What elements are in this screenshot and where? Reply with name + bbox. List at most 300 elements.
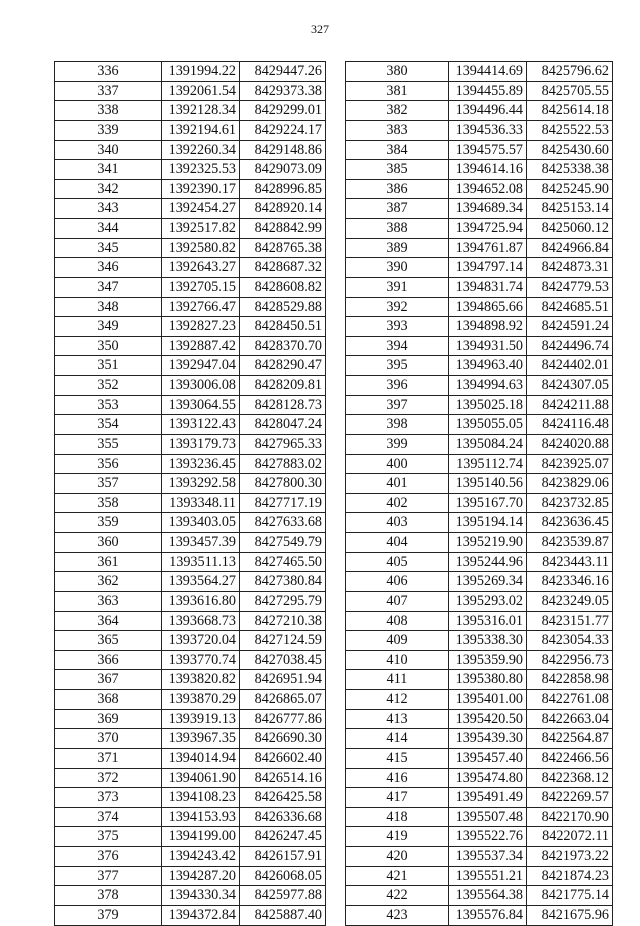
point-number-cell: 408 [346, 611, 449, 631]
x-coordinate-cell: 1394014.94 [162, 748, 240, 768]
point-number-cell: 413 [346, 709, 449, 729]
point-number-cell: 352 [55, 376, 162, 396]
x-coordinate-cell: 1393511.13 [162, 552, 240, 572]
x-coordinate-cell: 1393457.39 [162, 533, 240, 553]
point-number-cell: 341 [55, 160, 162, 180]
point-number-cell: 346 [55, 258, 162, 278]
x-coordinate-cell: 1394372.84 [162, 905, 240, 925]
y-coordinate-cell: 8423925.07 [527, 454, 613, 474]
point-number-cell: 367 [55, 670, 162, 690]
point-number-cell: 370 [55, 729, 162, 749]
table-row [55, 415, 326, 435]
table-row [346, 219, 613, 239]
point-number-cell: 415 [346, 748, 449, 768]
table-row [346, 101, 613, 121]
x-coordinate-cell: 1393179.73 [162, 434, 240, 454]
y-coordinate-cell: 8426690.30 [240, 729, 326, 749]
x-coordinate-cell: 1394725.94 [449, 219, 527, 239]
y-coordinate-cell: 8427717.19 [240, 493, 326, 513]
table-row [346, 827, 613, 847]
point-number-cell: 386 [346, 179, 449, 199]
x-coordinate-cell: 1394199.00 [162, 827, 240, 847]
y-coordinate-cell: 8422564.87 [527, 729, 613, 749]
y-coordinate-cell: 8423346.16 [527, 572, 613, 592]
x-coordinate-cell: 1392827.23 [162, 317, 240, 337]
x-coordinate-cell: 1392454.27 [162, 199, 240, 219]
y-coordinate-cell: 8422466.56 [527, 748, 613, 768]
x-coordinate-cell: 1394108.23 [162, 788, 240, 808]
y-coordinate-cell: 8428290.47 [240, 356, 326, 376]
point-number-cell: 337 [55, 81, 162, 101]
y-coordinate-cell: 8422072.11 [527, 827, 613, 847]
table-row [55, 395, 326, 415]
x-coordinate-cell: 1395055.05 [449, 415, 527, 435]
table-row [346, 258, 613, 278]
x-coordinate-cell: 1392580.82 [162, 238, 240, 258]
point-number-cell: 338 [55, 101, 162, 121]
point-number-cell: 359 [55, 513, 162, 533]
x-coordinate-cell: 1394865.66 [449, 297, 527, 317]
y-coordinate-cell: 8429299.01 [240, 101, 326, 121]
table-row [55, 807, 326, 827]
x-coordinate-cell: 1394455.89 [449, 81, 527, 101]
table-row [346, 336, 613, 356]
y-coordinate-cell: 8424116.48 [527, 415, 613, 435]
y-coordinate-cell: 8427883.02 [240, 454, 326, 474]
y-coordinate-cell: 8427124.59 [240, 631, 326, 651]
table-row [346, 160, 613, 180]
x-coordinate-cell: 1394652.08 [449, 179, 527, 199]
y-coordinate-cell: 8429447.26 [240, 62, 326, 82]
table-row [55, 788, 326, 808]
point-number-cell: 393 [346, 317, 449, 337]
y-coordinate-cell: 8425153.14 [527, 199, 613, 219]
table-row [55, 356, 326, 376]
coordinates-table-right [345, 61, 613, 926]
table-row [55, 866, 326, 886]
point-number-cell: 422 [346, 886, 449, 906]
table-row [55, 199, 326, 219]
y-coordinate-cell: 8425796.62 [527, 62, 613, 82]
point-number-cell: 380 [346, 62, 449, 82]
table-row [346, 650, 613, 670]
y-coordinate-cell: 8428047.24 [240, 415, 326, 435]
table-row [55, 238, 326, 258]
x-coordinate-cell: 1394831.74 [449, 277, 527, 297]
y-coordinate-cell: 8427633.68 [240, 513, 326, 533]
point-number-cell: 418 [346, 807, 449, 827]
table-row [346, 552, 613, 572]
table-row [346, 533, 613, 553]
table-row [346, 611, 613, 631]
point-number-cell: 360 [55, 533, 162, 553]
y-coordinate-cell: 8429373.38 [240, 81, 326, 101]
point-number-cell: 381 [346, 81, 449, 101]
x-coordinate-cell: 1395316.01 [449, 611, 527, 631]
table-row [346, 768, 613, 788]
x-coordinate-cell: 1395140.56 [449, 474, 527, 494]
x-coordinate-cell: 1394536.33 [449, 120, 527, 140]
table-row [55, 827, 326, 847]
x-coordinate-cell: 1394575.57 [449, 140, 527, 160]
table-row [346, 709, 613, 729]
x-coordinate-cell: 1393403.05 [162, 513, 240, 533]
y-coordinate-cell: 8426336.68 [240, 807, 326, 827]
y-coordinate-cell: 8426157.91 [240, 847, 326, 867]
x-coordinate-cell: 1392643.27 [162, 258, 240, 278]
table-row [55, 258, 326, 278]
table-row [55, 376, 326, 396]
x-coordinate-cell: 1395219.90 [449, 533, 527, 553]
y-coordinate-cell: 8428608.82 [240, 277, 326, 297]
table-row [346, 140, 613, 160]
y-coordinate-cell: 8424211.88 [527, 395, 613, 415]
point-number-cell: 374 [55, 807, 162, 827]
x-coordinate-cell: 1393348.11 [162, 493, 240, 513]
point-number-cell: 356 [55, 454, 162, 474]
point-number-cell: 391 [346, 277, 449, 297]
y-coordinate-cell: 8428842.99 [240, 219, 326, 239]
table-row [346, 690, 613, 710]
table-row [55, 336, 326, 356]
point-number-cell: 354 [55, 415, 162, 435]
table-row [55, 552, 326, 572]
point-number-cell: 371 [55, 748, 162, 768]
x-coordinate-cell: 1395457.40 [449, 748, 527, 768]
x-coordinate-cell: 1394963.40 [449, 356, 527, 376]
page-number: 327 [311, 22, 329, 36]
table-row [346, 788, 613, 808]
point-number-cell: 357 [55, 474, 162, 494]
point-number-cell: 378 [55, 886, 162, 906]
x-coordinate-cell: 1393720.04 [162, 631, 240, 651]
point-number-cell: 419 [346, 827, 449, 847]
table-row [55, 513, 326, 533]
y-coordinate-cell: 8424496.74 [527, 336, 613, 356]
table-row [346, 454, 613, 474]
x-coordinate-cell: 1394931.50 [449, 336, 527, 356]
point-number-cell: 349 [55, 317, 162, 337]
point-number-cell: 394 [346, 336, 449, 356]
point-number-cell: 342 [55, 179, 162, 199]
x-coordinate-cell: 1392194.61 [162, 120, 240, 140]
table-row [55, 847, 326, 867]
y-coordinate-cell: 8422956.73 [527, 650, 613, 670]
y-coordinate-cell: 8424020.88 [527, 434, 613, 454]
point-number-cell: 402 [346, 493, 449, 513]
y-coordinate-cell: 8422170.90 [527, 807, 613, 827]
table-row [346, 807, 613, 827]
point-number-cell: 355 [55, 434, 162, 454]
table-row [346, 434, 613, 454]
table-row [55, 474, 326, 494]
x-coordinate-cell: 1395359.90 [449, 650, 527, 670]
x-coordinate-cell: 1395420.50 [449, 709, 527, 729]
table-row [55, 631, 326, 651]
x-coordinate-cell: 1395380.80 [449, 670, 527, 690]
x-coordinate-cell: 1393064.55 [162, 395, 240, 415]
x-coordinate-cell: 1394153.93 [162, 807, 240, 827]
table-row [346, 317, 613, 337]
x-coordinate-cell: 1392517.82 [162, 219, 240, 239]
x-coordinate-cell: 1392705.15 [162, 277, 240, 297]
coordinates-table-left [54, 61, 326, 926]
x-coordinate-cell: 1393006.08 [162, 376, 240, 396]
point-number-cell: 389 [346, 238, 449, 258]
y-coordinate-cell: 8428450.51 [240, 317, 326, 337]
x-coordinate-cell: 1393820.82 [162, 670, 240, 690]
x-coordinate-cell: 1393967.35 [162, 729, 240, 749]
table-row [55, 709, 326, 729]
point-number-cell: 351 [55, 356, 162, 376]
x-coordinate-cell: 1392325.53 [162, 160, 240, 180]
y-coordinate-cell: 8423443.11 [527, 552, 613, 572]
table-row [55, 533, 326, 553]
y-coordinate-cell: 8428920.14 [240, 199, 326, 219]
x-coordinate-cell: 1395491.49 [449, 788, 527, 808]
table-row [346, 513, 613, 533]
table-row [346, 748, 613, 768]
point-number-cell: 373 [55, 788, 162, 808]
table-row [55, 690, 326, 710]
y-coordinate-cell: 8424591.24 [527, 317, 613, 337]
point-number-cell: 414 [346, 729, 449, 749]
table-row [55, 886, 326, 906]
point-number-cell: 379 [55, 905, 162, 925]
table-row [346, 395, 613, 415]
point-number-cell: 411 [346, 670, 449, 690]
x-coordinate-cell: 1393122.43 [162, 415, 240, 435]
x-coordinate-cell: 1394689.34 [449, 199, 527, 219]
y-coordinate-cell: 8424966.84 [527, 238, 613, 258]
y-coordinate-cell: 8429148.86 [240, 140, 326, 160]
x-coordinate-cell: 1392128.34 [162, 101, 240, 121]
table-row [346, 179, 613, 199]
y-coordinate-cell: 8423829.06 [527, 474, 613, 494]
y-coordinate-cell: 8428765.38 [240, 238, 326, 258]
point-number-cell: 412 [346, 690, 449, 710]
x-coordinate-cell: 1395401.00 [449, 690, 527, 710]
x-coordinate-cell: 1395338.30 [449, 631, 527, 651]
y-coordinate-cell: 8425060.12 [527, 219, 613, 239]
table-row [346, 905, 613, 925]
y-coordinate-cell: 8422368.12 [527, 768, 613, 788]
point-number-cell: 365 [55, 631, 162, 651]
point-number-cell: 382 [346, 101, 449, 121]
point-number-cell: 400 [346, 454, 449, 474]
y-coordinate-cell: 8427210.38 [240, 611, 326, 631]
table-row [346, 591, 613, 611]
y-coordinate-cell: 8426247.45 [240, 827, 326, 847]
point-number-cell: 395 [346, 356, 449, 376]
x-coordinate-cell: 1393919.13 [162, 709, 240, 729]
y-coordinate-cell: 8427965.33 [240, 434, 326, 454]
x-coordinate-cell: 1395576.84 [449, 905, 527, 925]
table-row [55, 729, 326, 749]
point-number-cell: 404 [346, 533, 449, 553]
y-coordinate-cell: 8422761.08 [527, 690, 613, 710]
table-row [346, 729, 613, 749]
y-coordinate-cell: 8428128.73 [240, 395, 326, 415]
x-coordinate-cell: 1394496.44 [449, 101, 527, 121]
y-coordinate-cell: 8425338.38 [527, 160, 613, 180]
y-coordinate-cell: 8421874.23 [527, 866, 613, 886]
x-coordinate-cell: 1394614.16 [449, 160, 527, 180]
x-coordinate-cell: 1393236.45 [162, 454, 240, 474]
table-row [55, 179, 326, 199]
x-coordinate-cell: 1395025.18 [449, 395, 527, 415]
point-number-cell: 339 [55, 120, 162, 140]
y-coordinate-cell: 8426865.07 [240, 690, 326, 710]
table-row [346, 886, 613, 906]
x-coordinate-cell: 1391994.22 [162, 62, 240, 82]
y-coordinate-cell: 8428370.70 [240, 336, 326, 356]
y-coordinate-cell: 8425614.18 [527, 101, 613, 121]
point-number-cell: 376 [55, 847, 162, 867]
table-row [346, 120, 613, 140]
y-coordinate-cell: 8423636.45 [527, 513, 613, 533]
x-coordinate-cell: 1394761.87 [449, 238, 527, 258]
y-coordinate-cell: 8422269.57 [527, 788, 613, 808]
table-row [55, 650, 326, 670]
point-number-cell: 358 [55, 493, 162, 513]
x-coordinate-cell: 1395522.76 [449, 827, 527, 847]
table-row [346, 297, 613, 317]
y-coordinate-cell: 8423539.87 [527, 533, 613, 553]
x-coordinate-cell: 1395439.30 [449, 729, 527, 749]
x-coordinate-cell: 1395564.38 [449, 886, 527, 906]
point-number-cell: 345 [55, 238, 162, 258]
table-row [55, 101, 326, 121]
point-number-cell: 392 [346, 297, 449, 317]
table-row [346, 493, 613, 513]
point-number-cell: 396 [346, 376, 449, 396]
point-number-cell: 353 [55, 395, 162, 415]
point-number-cell: 416 [346, 768, 449, 788]
table-row [55, 591, 326, 611]
point-number-cell: 399 [346, 434, 449, 454]
x-coordinate-cell: 1392260.34 [162, 140, 240, 160]
x-coordinate-cell: 1392390.17 [162, 179, 240, 199]
point-number-cell: 344 [55, 219, 162, 239]
x-coordinate-cell: 1394330.34 [162, 886, 240, 906]
table-row [346, 62, 613, 82]
x-coordinate-cell: 1394797.14 [449, 258, 527, 278]
y-coordinate-cell: 8428996.85 [240, 179, 326, 199]
x-coordinate-cell: 1395167.70 [449, 493, 527, 513]
table-row [55, 81, 326, 101]
x-coordinate-cell: 1394061.90 [162, 768, 240, 788]
x-coordinate-cell: 1394414.69 [449, 62, 527, 82]
y-coordinate-cell: 8422663.04 [527, 709, 613, 729]
point-number-cell: 397 [346, 395, 449, 415]
point-number-cell: 368 [55, 690, 162, 710]
y-coordinate-cell: 8429073.09 [240, 160, 326, 180]
x-coordinate-cell: 1395293.02 [449, 591, 527, 611]
x-coordinate-cell: 1393616.80 [162, 591, 240, 611]
x-coordinate-cell: 1395507.48 [449, 807, 527, 827]
point-number-cell: 409 [346, 631, 449, 651]
table-row [55, 748, 326, 768]
y-coordinate-cell: 8421775.14 [527, 886, 613, 906]
table-row [346, 415, 613, 435]
point-number-cell: 366 [55, 650, 162, 670]
y-coordinate-cell: 8423054.33 [527, 631, 613, 651]
table-row [346, 81, 613, 101]
y-coordinate-cell: 8427038.45 [240, 650, 326, 670]
table-row [55, 611, 326, 631]
point-number-cell: 385 [346, 160, 449, 180]
table-row [55, 434, 326, 454]
y-coordinate-cell: 8427380.84 [240, 572, 326, 592]
table-row [346, 474, 613, 494]
coordinates-table-right-body [346, 62, 613, 926]
point-number-cell: 363 [55, 591, 162, 611]
y-coordinate-cell: 8425887.40 [240, 905, 326, 925]
point-number-cell: 377 [55, 866, 162, 886]
x-coordinate-cell: 1394898.92 [449, 317, 527, 337]
table-row [346, 847, 613, 867]
table-row [55, 670, 326, 690]
point-number-cell: 398 [346, 415, 449, 435]
table-row [55, 62, 326, 82]
y-coordinate-cell: 8421973.22 [527, 847, 613, 867]
point-number-cell: 350 [55, 336, 162, 356]
table-row [346, 631, 613, 651]
x-coordinate-cell: 1395537.34 [449, 847, 527, 867]
y-coordinate-cell: 8427295.79 [240, 591, 326, 611]
y-coordinate-cell: 8429224.17 [240, 120, 326, 140]
x-coordinate-cell: 1392061.54 [162, 81, 240, 101]
table-row [346, 572, 613, 592]
point-number-cell: 336 [55, 62, 162, 82]
x-coordinate-cell: 1392887.42 [162, 336, 240, 356]
table-row [346, 277, 613, 297]
y-coordinate-cell: 8426425.58 [240, 788, 326, 808]
point-number-cell: 390 [346, 258, 449, 278]
y-coordinate-cell: 8427465.50 [240, 552, 326, 572]
y-coordinate-cell: 8421675.96 [527, 905, 613, 925]
y-coordinate-cell: 8428529.88 [240, 297, 326, 317]
point-number-cell: 403 [346, 513, 449, 533]
y-coordinate-cell: 8426068.05 [240, 866, 326, 886]
point-number-cell: 387 [346, 199, 449, 219]
point-number-cell: 343 [55, 199, 162, 219]
y-coordinate-cell: 8423151.77 [527, 611, 613, 631]
y-coordinate-cell: 8424873.31 [527, 258, 613, 278]
table-row [55, 493, 326, 513]
point-number-cell: 372 [55, 768, 162, 788]
table-row [346, 238, 613, 258]
x-coordinate-cell: 1393668.73 [162, 611, 240, 631]
point-number-cell: 384 [346, 140, 449, 160]
point-number-cell: 362 [55, 572, 162, 592]
y-coordinate-cell: 8426777.86 [240, 709, 326, 729]
y-coordinate-cell: 8426602.40 [240, 748, 326, 768]
table-row [55, 572, 326, 592]
point-number-cell: 410 [346, 650, 449, 670]
y-coordinate-cell: 8426514.16 [240, 768, 326, 788]
y-coordinate-cell: 8428687.32 [240, 258, 326, 278]
point-number-cell: 407 [346, 591, 449, 611]
y-coordinate-cell: 8424779.53 [527, 277, 613, 297]
table-row [346, 670, 613, 690]
table-row [55, 160, 326, 180]
point-number-cell: 383 [346, 120, 449, 140]
table-row [55, 317, 326, 337]
x-coordinate-cell: 1392947.04 [162, 356, 240, 376]
table-row [55, 219, 326, 239]
